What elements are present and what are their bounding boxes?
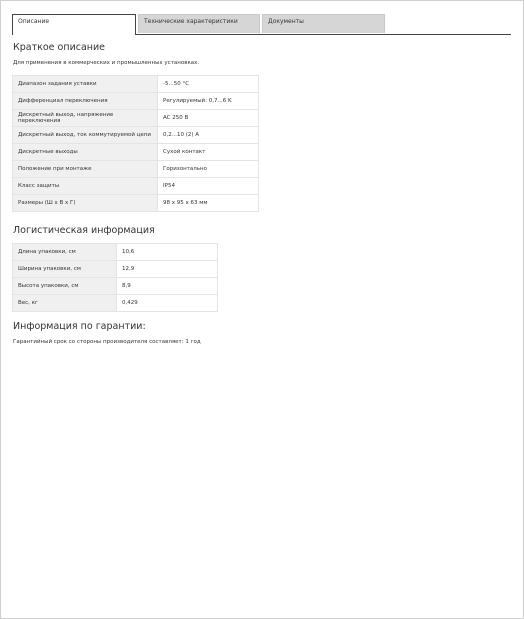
warranty-text: Гарантийный срок со стороны производителя составляет: 1 год	[13, 339, 201, 345]
tab-documents[interactable]: Документы	[262, 14, 385, 33]
table-row	[13, 195, 259, 212]
summary-text: Для применения в коммерческих и промышленных установках.	[13, 60, 200, 66]
table-row	[13, 76, 259, 93]
row-value: 12,9	[117, 261, 218, 278]
row-value: IP54	[158, 178, 259, 195]
row-value: Сухой контакт	[158, 144, 259, 161]
row-value: -5...50 °C	[158, 76, 259, 93]
row-value: Горизонтально	[158, 161, 259, 178]
row-value: 0,2...10 (2) А	[158, 127, 259, 144]
summary-table-body	[13, 76, 259, 212]
row-key: Класс защиты	[13, 178, 158, 195]
table-row	[13, 244, 218, 261]
table-row	[13, 127, 259, 144]
row-value: AC 250 В	[158, 110, 259, 127]
warranty-title: Информация по гарантии:	[13, 321, 146, 332]
summary-title: Краткое описание	[13, 42, 106, 53]
row-key: Дискретный выход, ток коммутируемой цепи	[13, 127, 158, 144]
row-key: Положение при монтаже	[13, 161, 158, 178]
tab-description[interactable]: Описание	[12, 14, 136, 35]
row-value: 8,9	[117, 278, 218, 295]
row-key: Ширина упаковки, см	[13, 261, 117, 278]
tab-specifications[interactable]: Технические характеристики	[138, 14, 260, 33]
row-key: Диапазон задания уставки	[13, 76, 158, 93]
table-row	[13, 161, 259, 178]
row-key: Размеры (Ш x В x Г)	[13, 195, 158, 212]
row-key: Вес, кг	[13, 295, 117, 312]
row-key: Дискретные выходы	[13, 144, 158, 161]
tab-bar	[12, 14, 511, 35]
logistics-table	[12, 243, 218, 312]
row-value: 98 x 95 x 63 мм	[158, 195, 259, 212]
table-row	[13, 278, 218, 295]
logistics-table-body	[13, 244, 218, 312]
row-key: Дифференциал переключения	[13, 93, 158, 110]
row-key: Дискретный выход, напряжение переключения	[13, 110, 158, 127]
table-row	[13, 178, 259, 195]
table-row	[13, 261, 218, 278]
row-key: Длина упаковки, см	[13, 244, 117, 261]
row-value: 10,6	[117, 244, 218, 261]
row-value: 0,429	[117, 295, 218, 312]
table-row	[13, 144, 259, 161]
table-row	[13, 93, 259, 110]
table-row	[13, 110, 259, 127]
row-key: Высота упаковки, см	[13, 278, 117, 295]
logistics-title: Логистическая информация	[13, 225, 155, 236]
table-row	[13, 295, 218, 312]
row-value: Регулируемый: 0,7...6 K	[158, 93, 259, 110]
summary-table	[12, 75, 259, 212]
